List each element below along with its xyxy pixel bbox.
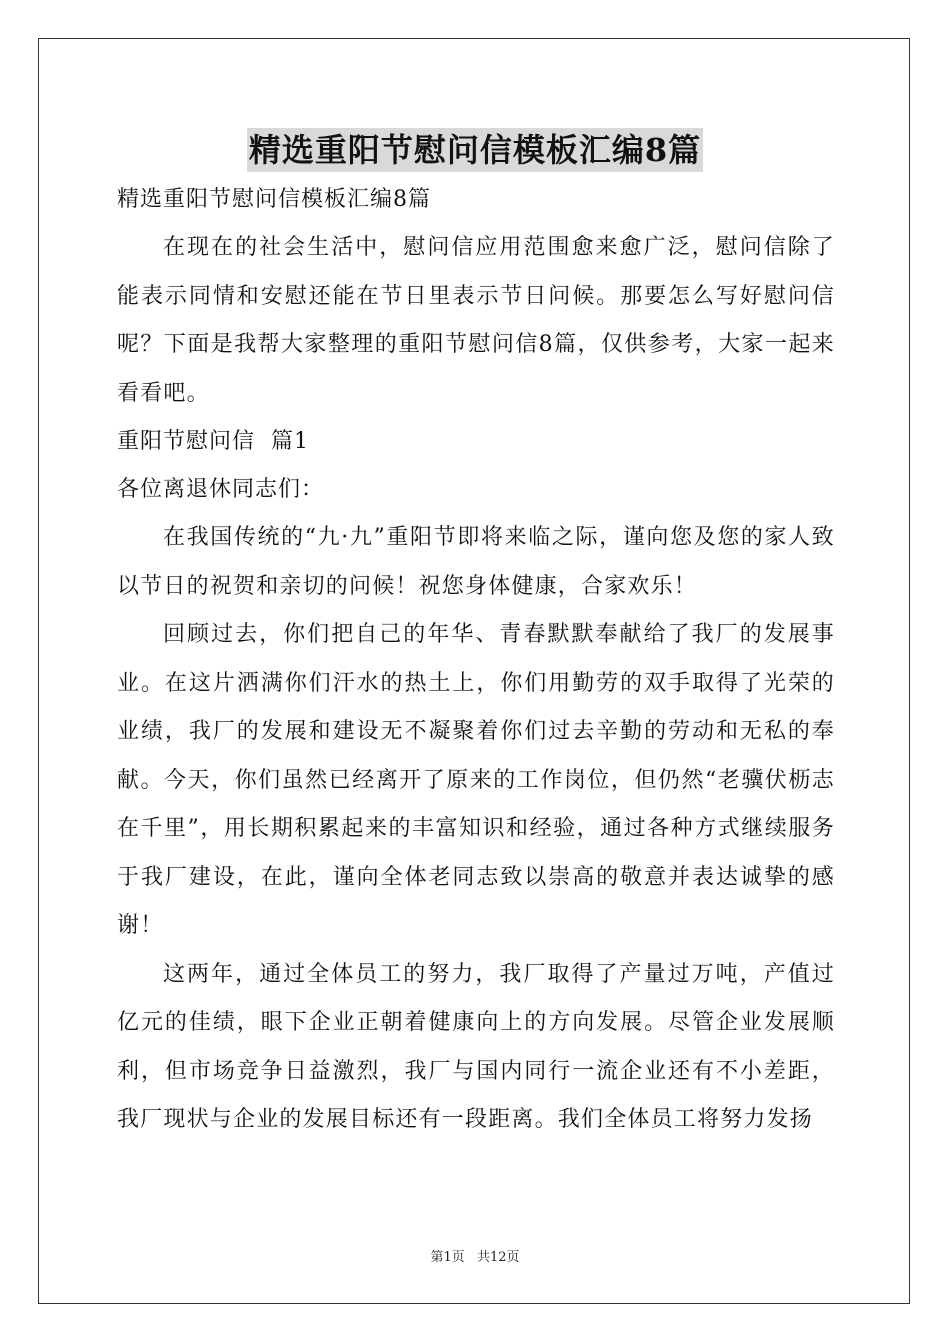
document-body [117,176,835,1145]
document-title: 精选重阳节慰问信模板汇编8篇 [247,128,703,172]
page-footer [0,1246,950,1265]
intro-paragraph: 在现在的社会生活中，慰问信应用范围愈来愈广泛，慰问信除了能表示同情和安慰还能在节日里表示节日问候。那要怎么写好慰问信呢？下面是我帮大家整理的重阳节慰问信8篇，仅供参考，大家一起来看看吧。 [117,235,835,406]
section-heading: 重阳节慰问信 篇1 [117,429,309,454]
body-paragraph-3: 这两年，通过全体员工的努力，我厂取得了产量过万吨，产值过亿元的佳绩，眼下企业正朝着健康向上的方向发展。尽管企业发展顺利，但市场竞争日益激烈，我厂与国内同行一流企业还有不小差距，我厂现状与企业的发展目标还有一段距离。我们全体员工将努力发扬 [117,961,835,1132]
document-subtitle: 精选重阳节慰问信模板汇编8篇 [117,187,431,212]
body-paragraph-1: 在我国传统的“九·九”重阳节即将来临之际，谨向您及您的家人致以节日的祝贺和亲切的问候！祝您身体健康，合家欢乐！ [117,525,835,599]
page-total: 共12页 [476,1250,520,1265]
page-number: 第1页 [430,1250,465,1265]
body-paragraph-2: 回顾过去，你们把自己的年华、青春默默奉献给了我厂的发展事业。在这片洒满你们汗水的热土上，你们用勤劳的双手取得了光荣的业绩，我厂的发展和建设无不凝聚着你们过去辛勤的劳动和无私的奉献。今天，你们虽然已经离开了原来的工作岗位，但仍然“老骥伏枥志在千里”，用长期积累起来的丰富知识和经验，通过各种方式继续服务于我厂建设，在此，谨向全体老同志致以崇高的敬意并表达诚挚的感谢！ [117,622,835,938]
title-container [0,128,950,172]
salutation: 各位离退休同志们： [117,477,325,502]
